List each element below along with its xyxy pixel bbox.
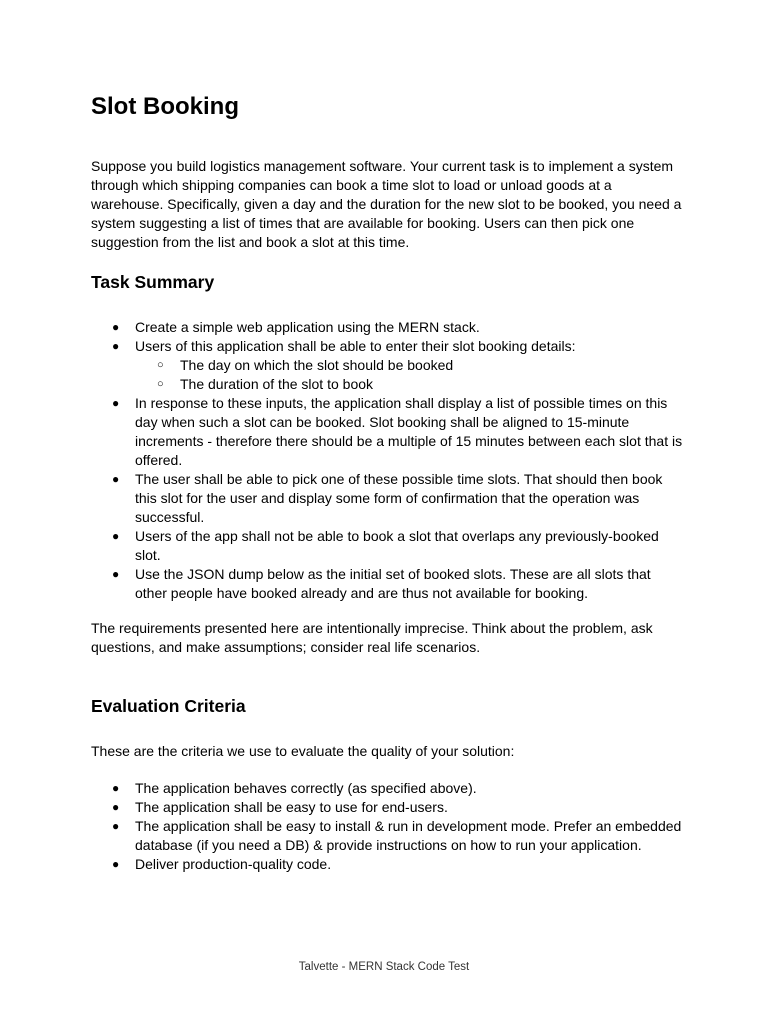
list-item-text: In response to these inputs, the application shall display a list of possible times on this day when such a slot can be booked. Slot booking shall be aligned to 15-minute increments - therefore there should be a multiple of 15 minutes between each slot that is offered. — [135, 395, 683, 468]
list-item — [91, 318, 683, 337]
bullet-icon: ● — [112, 781, 120, 795]
bullet-icon: ● — [112, 320, 120, 334]
list-item-text: The user shall be able to pick one of these possible time slots. That should then book this slot for the user and display some form of confirmation that the operation was successful. — [135, 471, 663, 525]
requirements-note: The requirements presented here are intentionally imprecise. Think about the problem, ask questions, and make assumptions; consider real life scenarios. — [91, 620, 653, 655]
slot-details-sublist — [135, 356, 683, 394]
list-item — [91, 817, 683, 855]
sub-list-item — [135, 356, 683, 375]
bullet-icon: ● — [112, 472, 120, 486]
bullet-icon: ● — [112, 529, 120, 543]
page-footer: Talvette - MERN Stack Code Test — [298, 961, 470, 973]
list-item-text: Users of the app shall not be able to book a slot that overlaps any previously-booked slot. — [135, 528, 659, 563]
list-item-text: The application shall be easy to install & run in development mode. Prefer an embedded database (if you need a DB) & provide instructions on how to run your application. — [135, 818, 682, 853]
list-item — [91, 565, 683, 603]
bullet-icon: ● — [112, 339, 120, 353]
list-item-text: Deliver production-quality code. — [135, 856, 332, 872]
sub-list-item-text: The day on which the slot should be booked — [180, 357, 454, 373]
list-item — [91, 527, 683, 565]
list-item-text: The application shall be easy to use for end-users. — [135, 799, 448, 815]
bullet-icon: ● — [112, 857, 120, 871]
hollow-bullet-icon: ○ — [157, 378, 164, 390]
page-title: Slot Booking — [91, 93, 239, 120]
list-item — [91, 779, 683, 798]
list-item — [91, 855, 683, 874]
bullet-icon: ● — [112, 396, 120, 410]
evaluation-criteria-heading: Evaluation Criteria — [91, 696, 246, 716]
list-item — [91, 394, 683, 470]
sub-list-item-text: The duration of the slot to book — [180, 376, 374, 392]
list-item-text: The application behaves correctly (as specified above). — [135, 780, 477, 796]
task-summary-heading: Task Summary — [91, 272, 215, 292]
intro-paragraph: Suppose you build logistics management software. Your current task is to implement a system through which shipping companies can book a time slot to load or unload goods at a warehouse. Specifically, given a day and the duration for the new slot to be booked, you need a system suggesting a list of times that are available for booking. Users can then pick one suggestion from the list and book a slot at this time. — [91, 158, 682, 250]
list-item-text: Create a simple web application using the MERN stack. — [135, 319, 480, 335]
list-item — [91, 337, 683, 394]
hollow-bullet-icon: ○ — [157, 359, 164, 371]
sub-list-item — [135, 375, 683, 394]
bullet-icon: ● — [112, 819, 120, 833]
list-item — [91, 798, 683, 817]
list-item-text: Use the JSON dump below as the initial set of booked slots. These are all slots that other people have booked already and are thus not available for booking. — [135, 566, 651, 601]
list-item-text: Users of this application shall be able to enter their slot booking details: — [135, 338, 576, 354]
task-summary-list — [91, 318, 683, 603]
evaluation-intro: These are the criteria we use to evaluate the quality of your solution: — [91, 743, 515, 759]
bullet-icon: ● — [112, 800, 120, 814]
evaluation-criteria-list — [91, 779, 683, 874]
bullet-icon: ● — [112, 567, 120, 581]
list-item — [91, 470, 683, 527]
